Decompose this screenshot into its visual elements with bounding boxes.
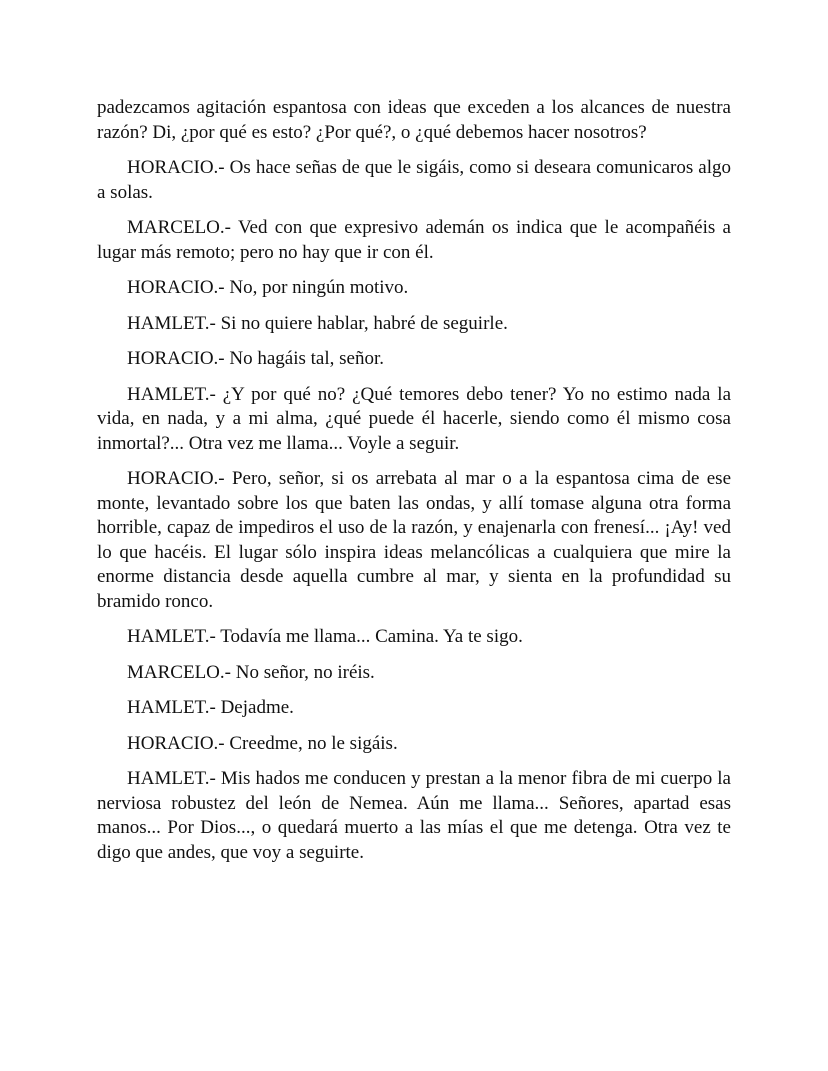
paragraph-hamlet-5: HAMLET.- Mis hados me conducen y prestan a la menor fibra de mi cuerpo la nerviosa robustez del león de Nemea. Aún me llama... Señores, apartad esas manos... Por Dios..., o quedará muerto a las mías el que me detenga. Otra vez te digo que andes, que voy a seguirte. [97,768,731,863]
paragraph-hamlet-2: HAMLET.- ¿Y por qué no? ¿Qué temores debo tener? Yo no estimo nada la vida, en nada, y a mi alma, ¿qué puede él hacerle, siendo como él mismo cosa inmortal?... Otra vez me llama... Voyle a seguir. [97,383,731,454]
document-page [97,96,731,876]
paragraph-hamlet-1: HAMLET.- Si no quiere hablar, habré de seguirle. [127,312,508,334]
paragraph-marcelo-1: MARCELO.- Ved con que expresivo ademán os indica que le acompañéis a lugar más remoto; pero no hay que ir con él. [97,217,731,263]
paragraph-hamlet-4: HAMLET.- Dejadme. [127,697,294,718]
paragraph-marcelo-2: MARCELO.- No señor, no iréis. [127,661,375,683]
paragraph-hamlet-3: HAMLET.- Todavía me llama... Camina. Ya te sigo. [127,626,523,647]
paragraph-horacio-4: HORACIO.- Pero, señor, si os arrebata al mar o a la espantosa cima de ese monte, levantado sobre los que baten las ondas, y allí tomase alguna otra forma horrible, capaz de impediros el uso de la razón, y enajenarla con frenesí... ¡Ay! ved lo que hacéis. El lugar sólo inspira ideas melancólicas a cualquiera que mire la enorme distancia desde aquella cumbre al mar, y sienta en la profundidad su bramido ronco. [97,468,731,612]
paragraph-horacio-1: HORACIO.- Os hace señas de que le sigáis, como si deseara comunicaros algo a solas. [97,157,731,203]
paragraph-horacio-5: HORACIO.- Creedme, no le sigáis. [127,732,398,754]
paragraph-continuation: padezcamos agitación espantosa con ideas que exceden a los alcances de nuestra razón? Di, ¿por qué es esto? ¿Por qué?, o ¿qué debemos hacer nosotros? [97,97,731,143]
paragraph-horacio-2: HORACIO.- No, por ningún motivo. [127,277,409,298]
paragraph-horacio-3: HORACIO.- No hagáis tal, señor. [127,348,384,369]
